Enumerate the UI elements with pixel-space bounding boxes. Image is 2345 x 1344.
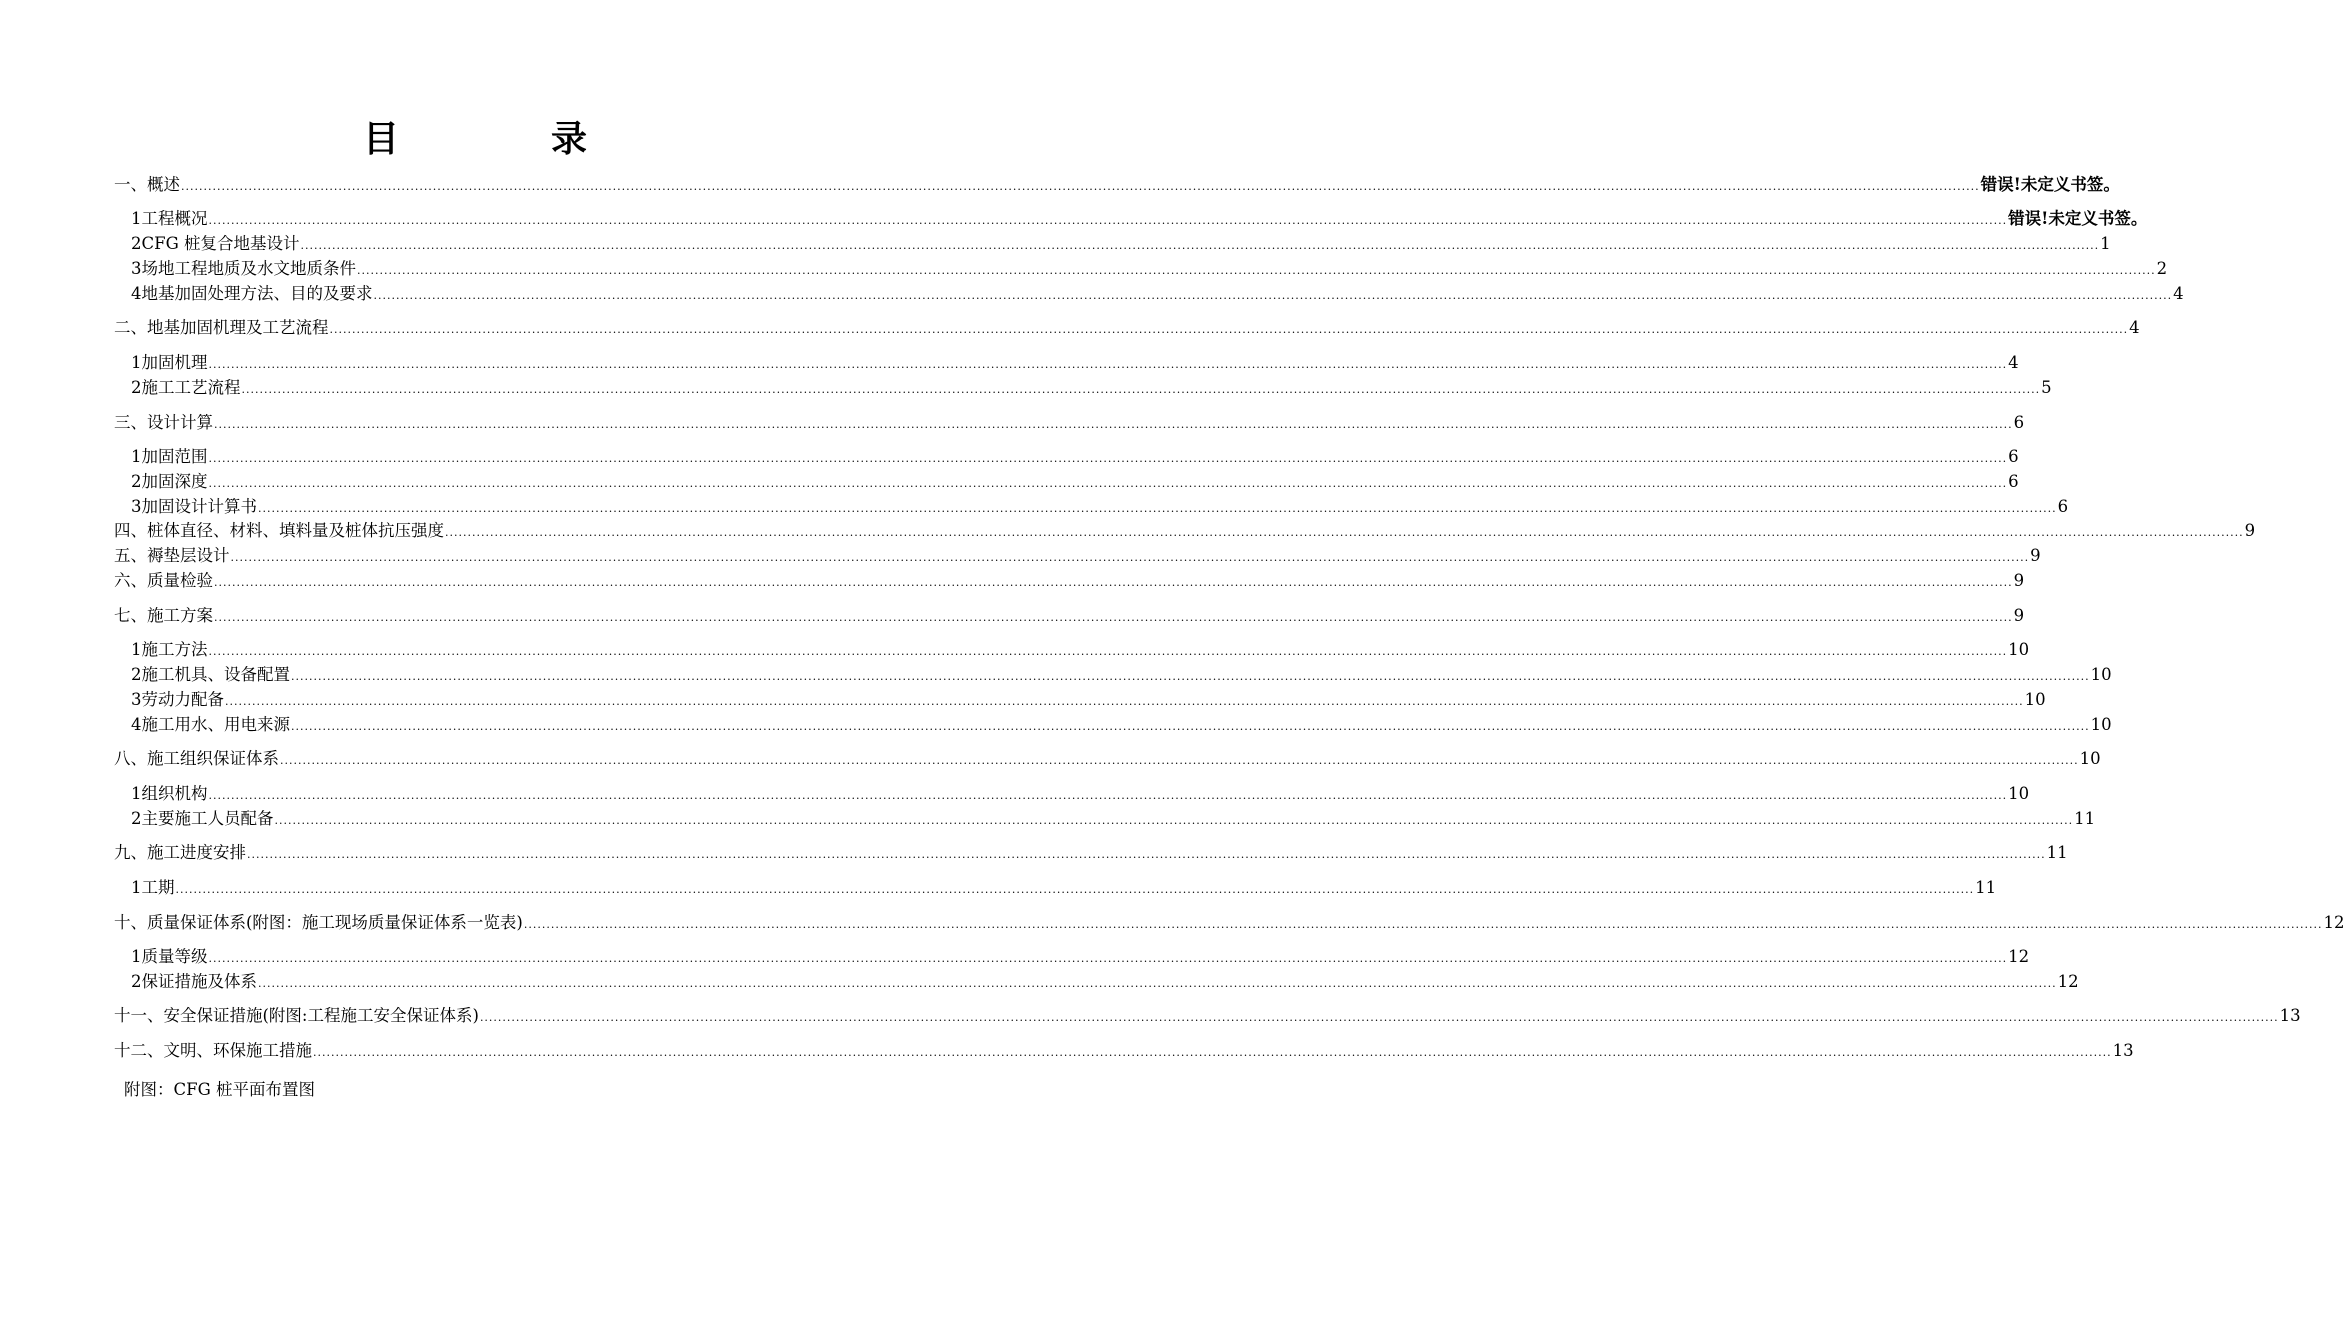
appendix-note: 附图：CFG 桩平面布置图 xyxy=(124,1080,315,1099)
toc-entry-number: 2 xyxy=(131,234,142,253)
toc-entry[interactable] xyxy=(114,747,2101,771)
toc-subentry[interactable] xyxy=(131,970,2079,994)
toc-entry-number: 1 xyxy=(131,447,142,466)
toc-entry-number: 3 xyxy=(131,259,142,278)
toc-dot-leader: ................................................................................................................................................................................................................................................................................................................................................................................................................ xyxy=(208,358,2008,371)
toc-subentry[interactable] xyxy=(131,782,2030,806)
toc-entry-label: 加固设计计算书 xyxy=(141,497,257,516)
toc-page-number: 4 xyxy=(2129,318,2140,337)
toc-page-number: 10 xyxy=(2079,749,2101,768)
toc-entry-number: 1 xyxy=(131,947,142,966)
toc-dot-leader: ................................................................................................................................................................................................................................................................................................................................................................................................................ xyxy=(208,789,2008,802)
toc-dot-leader: ................................................................................................................................................................................................................................................................................................................................................................................................................ xyxy=(230,551,2030,564)
toc-entry-label: 加固范围 xyxy=(141,447,208,466)
toc-dot-leader: ................................................................................................................................................................................................................................................................................................................................................................................................................ xyxy=(280,754,2079,767)
toc-dot-leader: ................................................................................................................................................................................................................................................................................................................................................................................................................ xyxy=(300,239,2100,252)
toc-dot-leader: ................................................................................................................................................................................................................................................................................................................................................................................................................ xyxy=(214,418,2013,431)
toc-dot-leader: ................................................................................................................................................................................................................................................................................................................................................................................................................ xyxy=(523,918,2323,931)
toc-entry[interactable] xyxy=(114,173,2120,197)
toc-subentry[interactable] xyxy=(131,807,2096,831)
toc-entry-label: 劳动力配备 xyxy=(141,690,224,709)
toc-dot-leader: ................................................................................................................................................................................................................................................................................................................................................................................................................ xyxy=(214,611,2013,624)
toc-entry[interactable] xyxy=(114,569,2025,593)
page-title: 目 录 xyxy=(362,118,645,160)
toc-entry-label: 六、质量检验 xyxy=(114,571,213,590)
toc-page-number: 12 xyxy=(2323,913,2345,932)
toc-page-number: 6 xyxy=(2057,497,2069,516)
toc-dot-leader: ................................................................................................................................................................................................................................................................................................................................................................................................................ xyxy=(208,452,2008,465)
toc-entry-number: 1 xyxy=(131,878,142,897)
toc-page-number: 9 xyxy=(2013,606,2025,625)
toc-entry-number: 3 xyxy=(131,497,142,516)
toc-entry-number: 1 xyxy=(131,640,142,659)
toc-page-number: 6 xyxy=(2008,472,2019,491)
toc-dot-leader: ................................................................................................................................................................................................................................................................................................................................................................................................................ xyxy=(291,720,2090,733)
toc-subentry[interactable] xyxy=(131,257,2168,281)
toc-dot-leader: ................................................................................................................................................................................................................................................................................................................................................................................................................ xyxy=(241,383,2041,396)
toc-entry-label: 施工方法 xyxy=(141,640,208,659)
toc-entry-label: 保证措施及体系 xyxy=(141,972,257,991)
toc-page-number: 9 xyxy=(2030,546,2041,565)
toc-page-number: 10 xyxy=(2008,640,2030,659)
toc-entry-label: 组织机构 xyxy=(141,784,208,803)
toc-subentry[interactable] xyxy=(131,376,2052,400)
toc-entry-label: 质量等级 xyxy=(141,947,208,966)
toc-entry[interactable] xyxy=(114,411,2025,435)
toc-page-number: 10 xyxy=(2090,715,2112,734)
toc-page-number: 12 xyxy=(2057,972,2079,991)
toc-page-number: 4 xyxy=(2173,284,2184,303)
toc-entry-label: 一、概述 xyxy=(114,175,180,194)
toc-entry-label: 十二、文明、环保施工措施 xyxy=(114,1041,312,1060)
toc-entry[interactable] xyxy=(114,1004,2301,1028)
toc-dot-leader: ................................................................................................................................................................................................................................................................................................................................................................................................................ xyxy=(274,814,2074,827)
toc-page-number: 2 xyxy=(2156,259,2168,278)
toc-page-number: 9 xyxy=(2013,571,2025,590)
toc-entry-label: 三、设计计算 xyxy=(114,413,213,432)
toc-entry[interactable] xyxy=(114,519,2256,543)
toc-entry-label: 九、施工进度安排 xyxy=(114,843,246,862)
toc-subentry[interactable] xyxy=(131,495,2069,519)
toc-page-number: 6 xyxy=(2008,447,2019,466)
toc-entry-number: 2 xyxy=(131,665,142,684)
toc-entry-label: 七、施工方案 xyxy=(114,606,213,625)
toc-entry-label: 施工用水、用电来源 xyxy=(141,715,290,734)
toc-entry-label: 场地工程地质及水文地质条件 xyxy=(141,259,356,278)
toc-dot-leader: ................................................................................................................................................................................................................................................................................................................................................................................................................ xyxy=(445,526,2244,539)
toc-dot-leader: ................................................................................................................................................................................................................................................................................................................................................................................................................ xyxy=(208,645,2008,658)
toc-entry-label: 八、施工组织保证体系 xyxy=(114,749,279,768)
toc-entry-number: 2 xyxy=(131,378,142,397)
toc-subentry[interactable] xyxy=(131,351,2019,375)
toc-subentry[interactable] xyxy=(131,207,2148,231)
toc-subentry[interactable] xyxy=(131,945,2030,969)
toc-page-number: 13 xyxy=(2112,1041,2134,1060)
toc-page-number: 10 xyxy=(2008,784,2030,803)
toc-page-number: 10 xyxy=(2090,665,2112,684)
toc-entry-number: 2 xyxy=(131,809,142,828)
toc-page-number: 6 xyxy=(2013,413,2025,432)
toc-dot-leader: ................................................................................................................................................................................................................................................................................................................................................................................................................ xyxy=(291,670,2090,683)
toc-dot-leader: ................................................................................................................................................................................................................................................................................................................................................................................................................ xyxy=(357,264,2156,277)
toc-dot-leader: ................................................................................................................................................................................................................................................................................................................................................................................................................ xyxy=(214,576,2013,589)
toc-subentry[interactable] xyxy=(131,638,2030,662)
toc-entry[interactable] xyxy=(114,316,2140,340)
toc-subentry[interactable] xyxy=(131,282,2184,306)
toc-entry-number: 2 xyxy=(131,472,142,491)
toc-subentry[interactable] xyxy=(131,445,2019,469)
toc-dot-leader: ................................................................................................................................................................................................................................................................................................................................................................................................................ xyxy=(258,502,2057,515)
toc-entry[interactable] xyxy=(114,841,2068,865)
toc-entry-label: 二、地基加固机理及工艺流程 xyxy=(114,318,329,337)
toc-entry-number: 4 xyxy=(131,284,142,303)
toc-entry-label: CFG 桩复合地基设计 xyxy=(141,234,300,253)
toc-dot-leader: ................................................................................................................................................................................................................................................................................................................................................................................................................ xyxy=(208,952,2008,965)
toc-entry-label: 四、桩体直径、材料、填料量及桩体抗压强度 xyxy=(114,521,444,540)
toc-entry[interactable] xyxy=(114,544,2041,568)
toc-page-number: 11 xyxy=(1975,878,1997,897)
toc-page-number: 13 xyxy=(2279,1006,2301,1025)
toc-entry-label: 加固深度 xyxy=(141,472,208,491)
toc-entry-label: 五、褥垫层设计 xyxy=(114,546,230,565)
toc-dot-leader: ................................................................................................................................................................................................................................................................................................................................................................................................................ xyxy=(175,883,1975,896)
toc-subentry[interactable] xyxy=(131,688,2046,712)
toc-dot-leader: ................................................................................................................................................................................................................................................................................................................................................................................................................ xyxy=(247,848,2046,861)
toc-entry-label: 工程概况 xyxy=(141,209,208,228)
toc-entry-number: 1 xyxy=(131,209,142,228)
toc-dot-leader: ................................................................................................................................................................................................................................................................................................................................................................................................................ xyxy=(373,289,2173,302)
toc-page-number: 11 xyxy=(2046,843,2068,862)
toc-page-number: 错误!未定义书签。 xyxy=(1980,175,2120,194)
toc-entry-number: 3 xyxy=(131,690,142,709)
toc-page-number: 12 xyxy=(2008,947,2030,966)
toc-entry-label: 施工工艺流程 xyxy=(141,378,241,397)
toc-page-number: 9 xyxy=(2244,521,2256,540)
toc-dot-leader: ................................................................................................................................................................................................................................................................................................................................................................................................................ xyxy=(258,977,2057,990)
toc-page-number: 4 xyxy=(2008,353,2019,372)
toc-subentry[interactable] xyxy=(131,470,2019,494)
toc-dot-leader: ................................................................................................................................................................................................................................................................................................................................................................................................................ xyxy=(479,1011,2279,1024)
toc-dot-leader: ................................................................................................................................................................................................................................................................................................................................................................................................................ xyxy=(329,323,2129,336)
toc-page-number: 11 xyxy=(2074,809,2096,828)
toc-entry-number: 1 xyxy=(131,784,142,803)
toc-entry[interactable] xyxy=(114,911,2345,935)
toc-entry[interactable] xyxy=(114,604,2025,628)
toc-page-number: 错误!未定义书签。 xyxy=(2008,209,2148,228)
toc-entry-label: 十、质量保证体系(附图：施工现场质量保证体系一览表) xyxy=(114,913,523,932)
toc-entry-label: 施工机具、设备配置 xyxy=(141,665,290,684)
toc-subentry[interactable] xyxy=(131,232,2111,256)
toc-page-number: 1 xyxy=(2100,234,2111,253)
toc-dot-leader: ................................................................................................................................................................................................................................................................................................................................................................................................................ xyxy=(208,477,2008,490)
toc-entry-label: 加固机理 xyxy=(141,353,208,372)
toc-entry-label: 地基加固处理方法、目的及要求 xyxy=(141,284,373,303)
toc-page-number: 5 xyxy=(2041,378,2052,397)
toc-dot-leader: ................................................................................................................................................................................................................................................................................................................................................................................................................ xyxy=(208,214,2008,227)
toc-entry-label: 工期 xyxy=(141,878,175,897)
toc-entry-number: 1 xyxy=(131,353,142,372)
toc-entry-label: 十一、安全保证措施(附图:工程施工安全保证体系) xyxy=(114,1006,479,1025)
toc-entry[interactable] xyxy=(114,1039,2134,1063)
toc-subentry[interactable] xyxy=(131,713,2112,737)
toc-dot-leader: ................................................................................................................................................................................................................................................................................................................................................................................................................ xyxy=(225,695,2024,708)
toc-entry-label: 主要施工人员配备 xyxy=(141,809,274,828)
toc-dot-leader: ................................................................................................................................................................................................................................................................................................................................................................................................................ xyxy=(313,1046,2112,1059)
toc-subentry[interactable] xyxy=(131,876,1997,900)
toc-entry-number: 2 xyxy=(131,972,142,991)
toc-dot-leader: ................................................................................................................................................................................................................................................................................................................................................................................................................ xyxy=(181,180,1980,193)
toc-entry-number: 4 xyxy=(131,715,142,734)
toc-page-number: 10 xyxy=(2024,690,2046,709)
toc-subentry[interactable] xyxy=(131,663,2112,687)
